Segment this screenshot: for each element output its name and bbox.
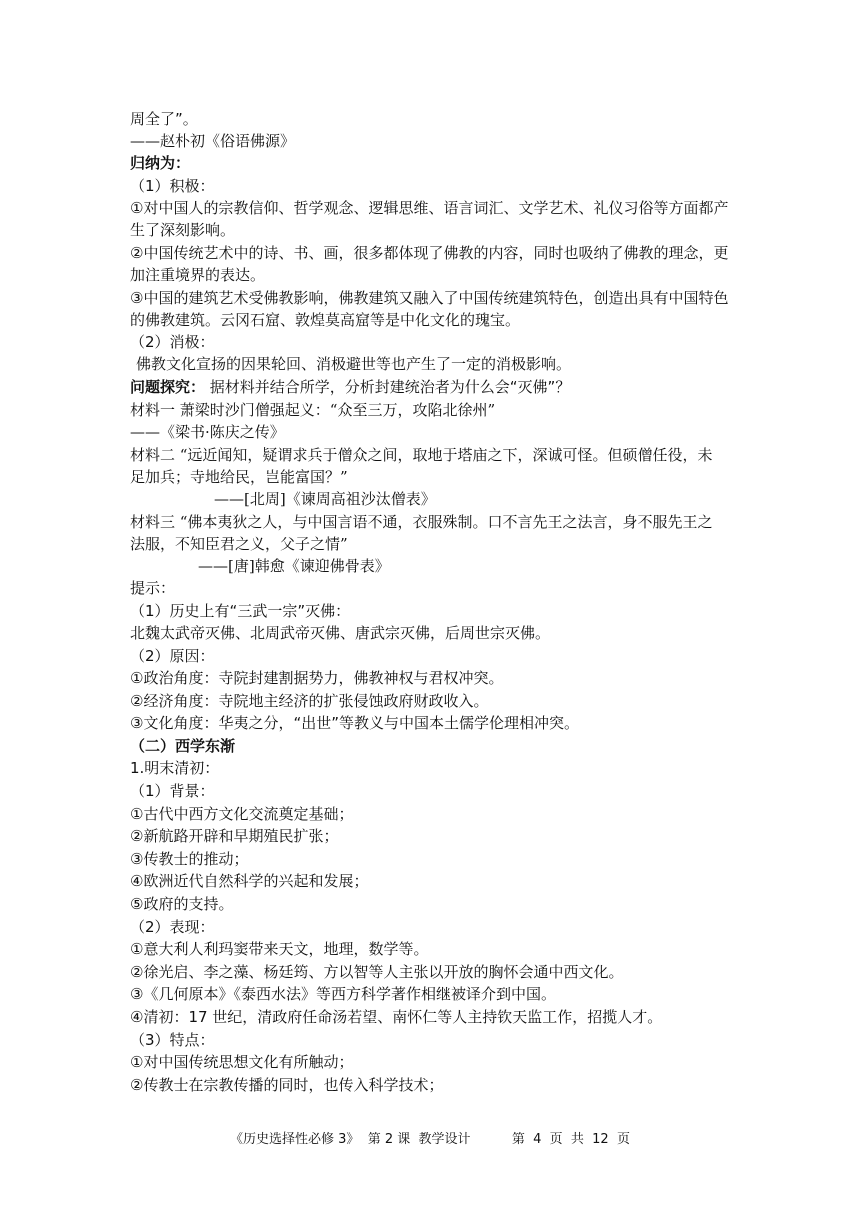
text-line: ②传教士在宗教传播的同时，也传入科学技术； [130, 1076, 444, 1094]
text-line: ③传教士的推动； [130, 850, 249, 868]
text-line: ①政治角度：寺院封建割据势力，佛教神权与君权冲突。 [130, 669, 504, 687]
text-line: ①对中国人的宗教信仰、哲学观念、逻辑思维、语言词汇、文学艺术、礼仪习俗等方面都产 [130, 199, 729, 217]
text-line: ②中国传统艺术中的诗、书、画，很多都体现了佛教的内容，同时也吸纳了佛教的理念，更 [130, 244, 729, 262]
page-footer: 《历史选择性必修 3》 第 2 课 教学设计 第 4 页 共 12 页 [230, 1132, 630, 1147]
text-line: 提示： [130, 579, 176, 597]
text-line: 法服，不知臣君之义，父子之情” [130, 535, 348, 553]
text-line: （2）原因： [130, 647, 215, 665]
text-line: 材料一 萧梁时沙门僧强起义：“众至三万，攻陷北徐州” [130, 401, 496, 419]
text-line [130, 376, 570, 398]
text-line: （2）表现： [130, 918, 215, 936]
text-line: 归纳为： [130, 154, 191, 172]
text-line: ③文化角度：华夷之分，“出世”等教义与中国本土儒学伦理相冲突。 [130, 714, 579, 732]
text-line: ②徐光启、李之藻、杨廷筠、方以智等人主张以开放的胸怀会通中西文化。 [130, 963, 624, 981]
text-line: 周全了”。 [130, 110, 198, 128]
text-line: 1.明末清初： [130, 759, 220, 777]
text-line: ①意大利人利玛窦带来天文，地理，数学等。 [130, 940, 429, 958]
text-line: ④清初：17 世纪，清政府任命汤若望、南怀仁等人主持钦天监工作，招揽人才。 [130, 1008, 663, 1026]
text-line: 材料二 “远近闻知，疑谓求兵于僧众之间，取地于塔庙之下，深诚可怪。但硕僧任役，未 [130, 446, 713, 464]
text-line: ——[北周]《谏周高祖沙汰僧表》 [214, 490, 436, 508]
text-line: ③《几何原本》《泰西水法》等西方科学著作相继被译介到中国。 [130, 985, 556, 1003]
text-line: 北魏太武帝灭佛、北周武帝灭佛、唐武宗灭佛，后周世宗灭佛。 [130, 624, 551, 642]
text-line: ②新航路开辟和早期殖民扩张； [130, 827, 339, 845]
text-line: 材料三 “佛本夷狄之人，与中国言语不通，衣服殊制。口不言先王之法言，身不服先王之 [130, 513, 713, 531]
text-line: （2）消极： [130, 333, 215, 351]
text-line: ⑤政府的支持。 [130, 895, 234, 913]
text-line: 加注重境界的表达。 [130, 266, 266, 284]
text-line: （3）特点： [130, 1031, 215, 1049]
text-line: （1）积极： [130, 177, 215, 195]
text-line: ①古代中西方文化交流奠定基础； [130, 805, 354, 823]
text-line: ——《梁书·陈庆之传》 [130, 423, 285, 441]
text-line: ——[唐]韩愈《谏迎佛骨表》 [198, 557, 390, 575]
text-line: ④欧洲近代自然科学的兴起和发展； [130, 872, 369, 890]
text-line: （二）西学东渐 [130, 737, 236, 755]
text-line: （1）背景： [130, 782, 215, 800]
question-heading: 问题探究： [130, 378, 206, 396]
text-line: ①对中国传统思想文化有所触动； [130, 1053, 354, 1071]
text-line: 生了深刻影响。 [130, 221, 236, 239]
text-line: ——赵朴初《俗语佛源》 [130, 132, 296, 150]
text-line: ③中国的建筑艺术受佛教影响，佛教建筑又融入了中国传统建筑特色，创造出具有中国特色 [130, 289, 729, 307]
question-text: 据材料并结合所学，分析封建统治者为什么会“灭佛”？ [205, 378, 571, 396]
text-line: 足加兵；寺地给民，岂能富国？” [130, 468, 348, 486]
text-line: ②经济角度：寺院地主经济的扩张侵蚀政府财政收入。 [130, 692, 489, 710]
text-line: （1）历史上有“三武一宗”灭佛： [130, 602, 351, 620]
text-line: 的佛教建筑。云冈石窟、敦煌莫高窟等是中化文化的瑰宝。 [130, 311, 521, 329]
text-line: 佛教文化宣扬的因果轮回、消极避世等也产生了一定的消极影响。 [136, 355, 572, 373]
